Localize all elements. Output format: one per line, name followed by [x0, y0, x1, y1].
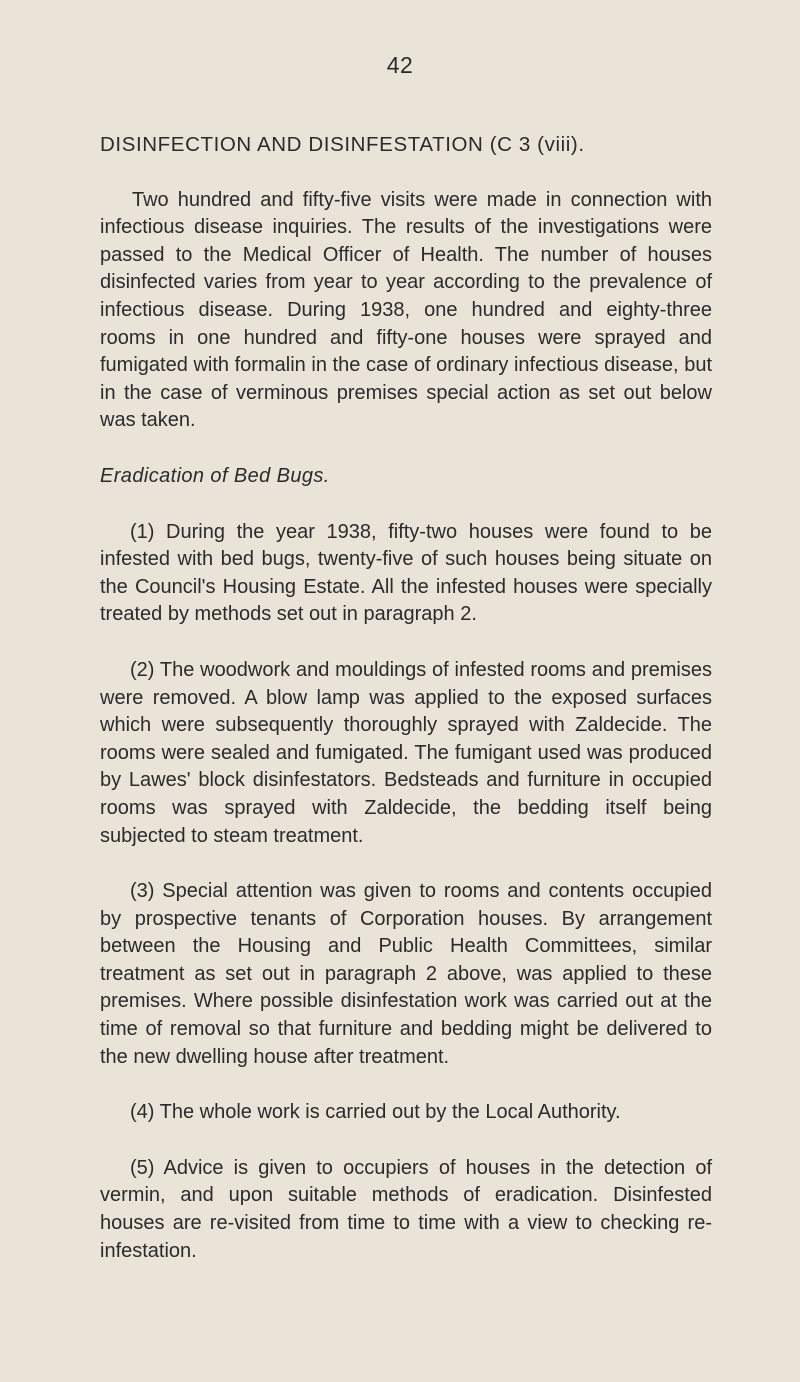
page-number: 42: [386, 52, 414, 78]
section-title: DISINFECTION AND DISINFESTATION (C 3 (viii).: [100, 133, 585, 156]
paragraph-2: (2) The woodwork and mouldings of infested rooms and premises were removed. A blow lamp was applied to the exposed surfaces which were subsequently thoroughly sprayed with Zaldecide. The rooms were sealed and fumigated. The fumigant used was produced by Lawes' block disinfestators. Bedsteads and furniture in occupied rooms was sprayed with Zaldecide, the bedding itself being subjected to steam treatment.: [100, 658, 712, 847]
paragraph-3: (3) Special attention was given to rooms and contents occupied by prospective tenants of Corporation houses. By arrangement between the Housing and Public Health Committees, similar treatment as set out in paragraph 2 above, was applied to these premises. Where possible disinfestation work was carried out at the time of removal so that furniture and bedding might be delivered to the new dwelling house after treatment.: [100, 880, 712, 1068]
document-body: [100, 132, 712, 1293]
intro-paragraph: Two hundred and fifty-five visits were made in connection with infectious disease inquiries. The results of the investigations were passed to the Medical Officer of Health. The number of houses disinfected varies from year to year according to the prevalence of infectious disease. During 1938, one hundred and eighty-three rooms in one hundred and fifty-one houses were sprayed and fumigated with formalin in the case of ordinary infectious disease, but in the case of verminous premises special action as set out below was taken.: [100, 188, 712, 432]
paragraph-4: (4) The whole work is carried out by the Local Authority.: [130, 1101, 621, 1124]
paragraph-5: (5) Advice is given to occupiers of houses in the detection of vermin, and upon suitable methods of eradication. Disinfested houses are re-visited from time to time with a view to checking re-infestation.: [100, 1156, 712, 1262]
paragraph-1: (1) During the year 1938, fifty-two houses were found to be infested with bed bugs, twenty-five of such houses being situate on the Council's Housing Estate. All the infested houses were specially treated by methods set out in paragraph 2.: [100, 520, 712, 626]
subheading-eradication: Eradication of Bed Bugs.: [100, 464, 330, 487]
